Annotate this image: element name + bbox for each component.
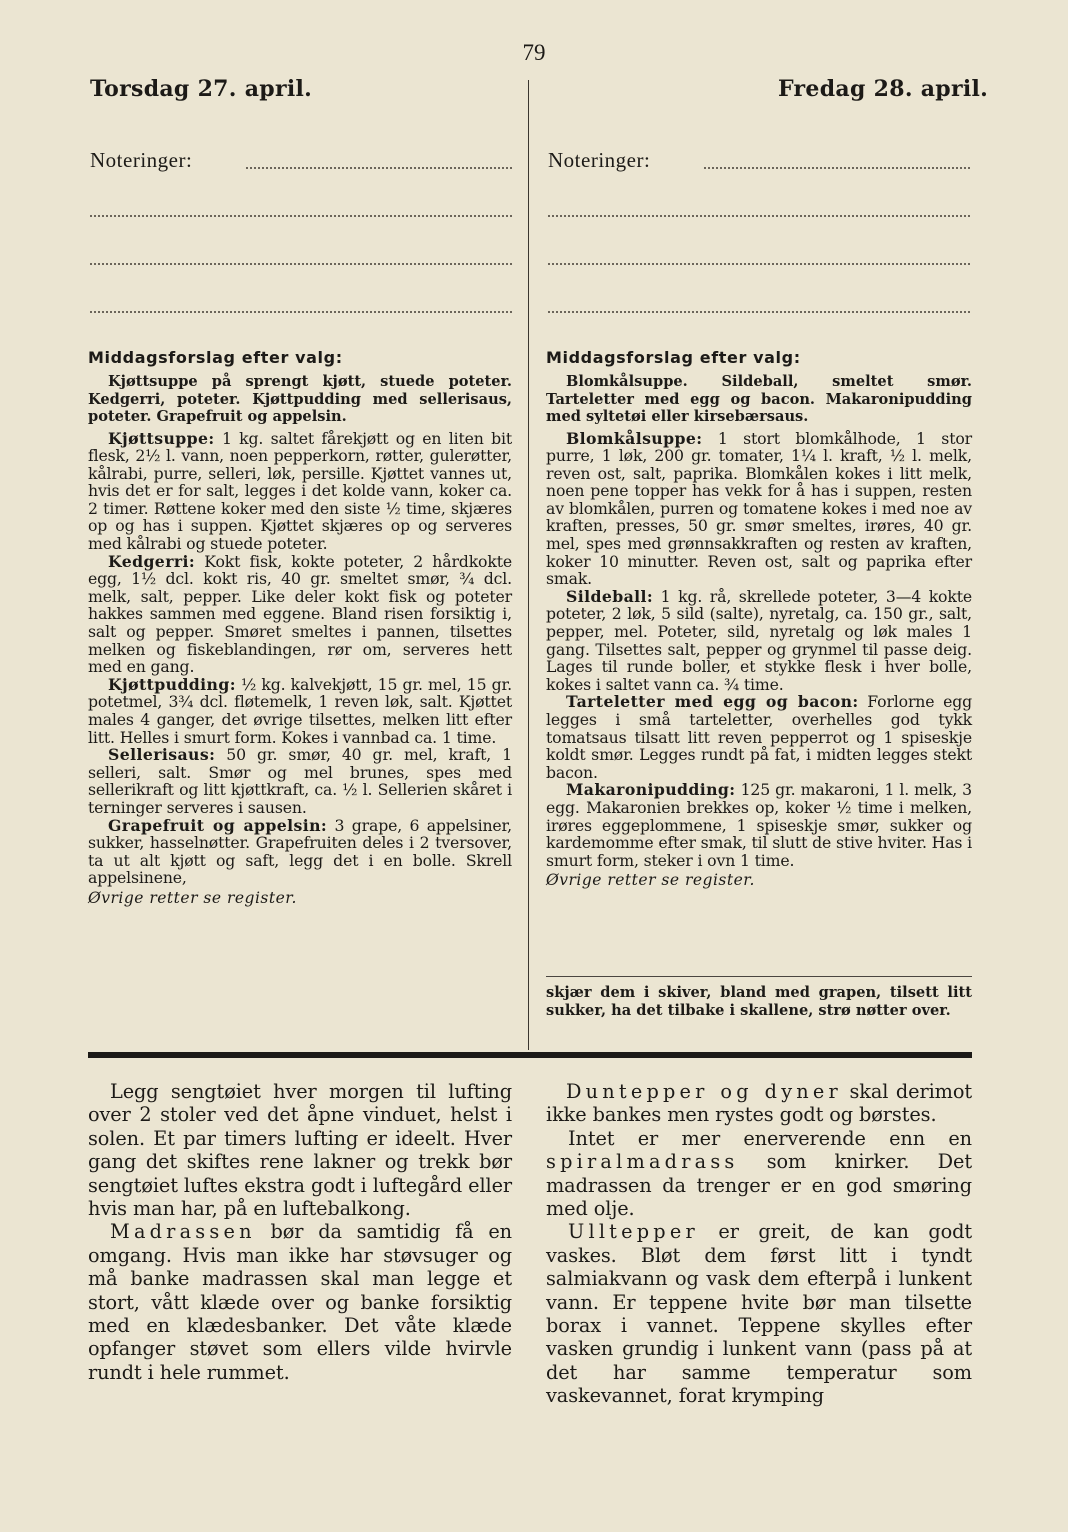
notes-line-left-3[interactable] <box>90 262 512 265</box>
recipe-text: 50 gr. smør, 40 gr. mel, kraft, 1 selleri, salt. Smør og mel brunes, spes med sellerikraft og litt kjøttkraft, ca. ½ l. Sellerien skåret i terninger serveres i sausen. <box>88 745 512 817</box>
recipe-text: ½ kg. kalvekjøtt, 15 gr. mel, 15 gr. potetmel, 3¾ dcl. fløtemelk, 1 reven løk, salt. Kjøttet males 4 ganger, det øvrige tilsettes, melken litt efter litt. Helles i smurt form. Kokes i vannbad ca. 1 time. <box>88 674 512 747</box>
recipe-name: Kjøttsuppe: <box>108 428 215 448</box>
recipes-right <box>546 430 972 890</box>
menu-heading-left: Middagsforslag efter valg: <box>88 348 343 367</box>
recipe-name: Sildeball: <box>566 586 654 606</box>
notes-line-right-4[interactable] <box>548 310 970 313</box>
recipe-name: Makaronipudding: <box>566 780 736 800</box>
menu-summary-right: Blomkålsuppe. Sildeball, smeltet smør. Tarteletter med egg og bacon. Makaronipudding med syltetøi eller kirsebærsaus. <box>546 373 972 425</box>
recipe-text: 1 kg. saltet fårekjøtt og en liten bit flesk, 2½ l. vann, noen pepperkorn, røtter, gulerøtter, kålrabi, purre, selleri, løk, persille. Kjøttet vannes ut, hvis det er for salt, legges i det kolde vann, koker ca. 2 timer. Røttene koker med den siste ½ time, skjæres op og has i suppen. Kjøttet skjæres op og serveres med kålrabi og stuede poteter. <box>88 428 512 554</box>
continuation-divider <box>546 976 972 977</box>
notes-line-left-2[interactable] <box>90 214 512 217</box>
recipes-left <box>88 430 512 907</box>
tip-lead-word: Madrassen <box>110 1220 256 1244</box>
notes-line-right-1[interactable] <box>704 166 970 169</box>
recipe-grapefruit <box>88 817 512 887</box>
recipe-makaronipudding <box>546 781 972 869</box>
notes-line-right-3[interactable] <box>548 262 970 265</box>
tip-text: skal derimot ikke bankes men rystes godt og børstes. <box>546 1080 972 1127</box>
section-divider <box>88 1052 972 1058</box>
household-tips-right <box>546 1080 972 1408</box>
tip-duvets <box>546 1080 972 1127</box>
tip-mattress <box>88 1220 512 1384</box>
menu-summary-left: Kjøttsuppe på sprengt kjøtt, stuede poteter. Kedgerri, poteter. Kjøttpudding med sellerisaus, poteter. Grapefruit og appelsin. <box>88 373 512 425</box>
tip-text: bør da samtidig få en omgang. Hvis man ikke har støvsuger og må banke madrassen skal man legge et stort, vått klæde over og banke forsiktig med en klædesbanker. Det våte klæde opfanger støvet som ellers vilde hvirvle rundt i hele rummet. <box>88 1220 512 1384</box>
recipe-text: Kokt fisk, kokte poteter, 2 hårdkokte egg, 1½ dcl. kokt ris, 40 gr. smeltet smør, ¾ dcl. melk, salt, pepper. Like deler kokt fisk og poteter hakkes sammen med eggene. Bland risen forsiktig i, salt og pepper. Smøret smeltes i pannen, tilsettes melken og fiskeblandingen, rør om, serveres hett med en gang. <box>88 551 512 677</box>
tip-text-pre: Intet er mer enerverende enn en <box>568 1126 972 1150</box>
see-register-left: Øvrige retter se register. <box>88 888 297 907</box>
recipe-name: Grapefruit og appelsin: <box>108 815 328 835</box>
recipe-kedgerri <box>88 553 512 676</box>
tip-lead-word: spiralmadrass <box>546 1150 739 1174</box>
recipe-name: Sellerisaus: <box>108 745 216 765</box>
recipe-text: 1 kg. rå, skrellede poteter, 3—4 kokte poteter, 2 løk, 5 sild (salte), nyretalg, ca. 150 gr., salt, pepper, mel. Poteter, sild, nyretalg og løk males 1 gang. Tilsettes salt, pepper og grynmel til passe deig. Lages til runde boller, et stykke flesk i hver bolle, kokes i saltet vann ca. ¾ time. <box>546 586 972 694</box>
recipe-kjottsuppe <box>88 430 512 553</box>
tip-lead-word: Ulltepper <box>568 1220 699 1244</box>
recipe-blomkalsuppe <box>546 430 972 588</box>
recipe-name: Kedgerri: <box>108 551 196 571</box>
recipe-sellerisaus <box>88 746 512 816</box>
notes-line-left-1[interactable] <box>246 166 512 169</box>
tip-spring-mattress <box>546 1127 972 1221</box>
notes-label-right: Noteringer: <box>548 148 651 172</box>
tip-bedding-airing: Legg sengtøiet hver morgen til lufting over 2 stoler ved det åpne vinduet, helst i solen. Et par timers lufting er ideelt. Hver gang det skiftes rene lakner og trekk bør sengtøiet luftes ekstra godt i luftegård eller hvis man har, på en luftebalkong. <box>88 1080 513 1221</box>
menu-section-left <box>88 348 512 907</box>
recipe-text: 1 stort blomkålhode, 1 stor purre, 1 løk, 200 gr. tomater, 1¼ l. kraft, ½ l. melk, reven ost, salt, paprika. Blomkålen kokes i litt melk, noen pene topper has vekk for å has i suppen, resten av blomkålen, purren og tomatene kokes i med noe av kraften, presses, 50 gr. smør smeltes, irøres, 40 gr. mel, spes med grønnsakkraften og resten av kraften, koker 10 minutter. Reven ost, salt og paprika efter smak. <box>546 428 972 589</box>
recipe-tarteletter <box>546 693 972 781</box>
notes-line-left-4[interactable] <box>90 310 512 313</box>
notes-line-right-2[interactable] <box>548 214 970 217</box>
tip-lead-word: Duntepper og dyner <box>566 1080 842 1103</box>
household-tips-left <box>88 1080 512 1384</box>
recipe-text: 125 gr. makaroni, 1 l. melk, 3 egg. Makaronien brekkes op, koker ½ time i melken, irøres eggeplommene, 1 spiseskje smør, sukker og kardemomme efter smak, til slutt de stive hviter. Has i smurt form, steker i ovn 1 time. <box>546 780 973 870</box>
recipe-name: Tarteletter med egg og bacon: <box>566 692 859 712</box>
page-number: 79 <box>522 40 546 65</box>
recipe-sildeball <box>546 588 972 694</box>
recipe-name: Blomkålsuppe: <box>566 428 703 448</box>
day-title-thursday: Torsdag 27. april. <box>90 76 313 102</box>
menu-heading-right: Middagsforslag efter valg: <box>546 348 801 367</box>
column-divider <box>528 80 529 1050</box>
see-register-right: Øvrige retter se register. <box>546 871 755 890</box>
tip-text: som knirker. Det madrassen da trenger er en god smøring med olje. <box>546 1150 972 1221</box>
tip-wool-blankets <box>546 1220 972 1407</box>
recipe-text: 3 grape, 6 appelsiner, sukker, hasselnøtter. Grapefruiten deles i 2 tversover, ta ut alt kjøtt og saft, legg det i en bolle. Skrell appelsinene, <box>88 815 512 888</box>
recipe-name: Kjøttpudding: <box>108 674 236 694</box>
menu-section-right <box>546 348 972 889</box>
recipe-text: Forlorne egg legges i små tarteletter, overhelles god tykk tomatsaus tilsatt litt reven pepperrot og 1 spiseskje koldt smør. Legges rundt på fat, i midten legges stekt bacon. <box>546 692 972 782</box>
continuation-text: skjær dem i skiver, bland med grapen, tilsett litt sukker, ha det tilbake i skallene, strø nøtter over. <box>546 984 972 1019</box>
notes-label-left: Noteringer: <box>90 148 193 172</box>
day-title-friday: Fredag 28. april. <box>778 76 989 102</box>
tip-text: er greit, de kan godt vaskes. Bløt dem først litt i tyndt salmiakvann og vask dem efterpå i lunkent vann. Er teppene hvite bør man tilsette borax i vannet. Teppene skylles efter vasken grundig i lunkent vann (pass på at det har samme temperatur som vaskevannet, forat krymping <box>546 1220 972 1408</box>
recipe-kjottpudding <box>88 676 512 746</box>
